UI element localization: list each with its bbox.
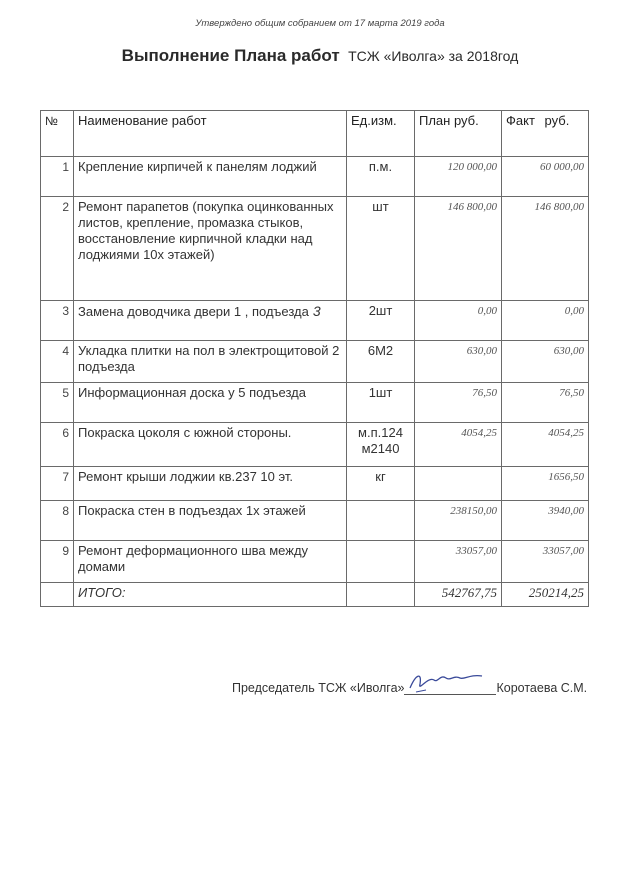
- approval-note: Утверждено общим собранием от 17 марта 2019 года: [195, 18, 445, 29]
- row-name: Ремонт деформационного шва между домами: [74, 541, 347, 583]
- row-num: 7: [41, 467, 74, 501]
- row-name: Укладка плитки на пол в электрощитовой 2 подъезда: [74, 341, 347, 383]
- row-name: Ремонт крыши лоджии кв.237 10 эт.: [74, 467, 347, 501]
- signature-line: [404, 680, 496, 695]
- column-header-unit: Ед.изм.: [347, 111, 415, 157]
- row-unit: шт: [347, 197, 415, 301]
- signature-prefix: Председатель ТСЖ «Иволга»: [232, 681, 405, 695]
- column-header-plan: План руб.: [415, 111, 502, 157]
- signer-name: Коротаева С.М.: [496, 681, 588, 695]
- row-plan: 4054,25: [415, 423, 502, 467]
- row-fact: 33057,00: [502, 541, 589, 583]
- row-num: 3: [41, 301, 74, 341]
- table-row: [41, 197, 589, 301]
- total-row: [41, 583, 589, 607]
- row-plan: 146 800,00: [415, 197, 502, 301]
- row-name: Покраска цоколя с южной стороны.: [74, 423, 347, 467]
- table-header-row: [41, 111, 589, 157]
- row-name: Информационная доска у 5 подъезда: [74, 383, 347, 423]
- row-unit: 2шт: [347, 301, 415, 341]
- row-fact: 630,00: [502, 341, 589, 383]
- row-unit: кг: [347, 467, 415, 501]
- row-plan: 238150,00: [415, 501, 502, 541]
- table-row: [41, 501, 589, 541]
- row-num: 1: [41, 157, 74, 197]
- row-unit: [347, 501, 415, 541]
- works-table: [40, 110, 589, 607]
- row-fact: 4054,25: [502, 423, 589, 467]
- row-num: 5: [41, 383, 74, 423]
- row-name: Ремонт парапетов (покупка оцинкованных листов, крепление, промазка стыков, восстановление кирпичной кладки над лоджиями 10х этажей): [74, 197, 347, 301]
- table-row: [41, 383, 589, 423]
- row-fact: 76,50: [502, 383, 589, 423]
- row-unit: м.п.124 м2140: [347, 423, 415, 467]
- handwritten-signature-icon: [406, 666, 486, 696]
- row-plan: [415, 467, 502, 501]
- row-plan: 76,50: [415, 383, 502, 423]
- column-header-fact: Факт руб.: [502, 111, 589, 157]
- table-row: [41, 541, 589, 583]
- row-fact: 1656,50: [502, 467, 589, 501]
- row-num: 9: [41, 541, 74, 583]
- row-unit: 1шт: [347, 383, 415, 423]
- total-fact: 250214,25: [502, 583, 589, 607]
- table-row: [41, 341, 589, 383]
- row-fact: 60 000,00: [502, 157, 589, 197]
- title-main: Выполнение Плана работ: [121, 46, 340, 65]
- row-fact: 0,00: [502, 301, 589, 341]
- row-fact: 146 800,00: [502, 197, 589, 301]
- table-row: [41, 157, 589, 197]
- total-plan: 542767,75: [415, 583, 502, 607]
- row-num: 2: [41, 197, 74, 301]
- handwritten-number: 3: [312, 303, 321, 319]
- row-num: 4: [41, 341, 74, 383]
- document-title: [0, 46, 640, 66]
- total-empty-cell: [41, 583, 74, 607]
- row-plan: 630,00: [415, 341, 502, 383]
- row-name: Крепление кирпичей к панелям лоджий: [74, 157, 347, 197]
- row-name-text: Замена доводчика двери 1 , подъезда: [78, 304, 309, 319]
- row-unit: [347, 541, 415, 583]
- row-name: [74, 301, 347, 341]
- row-num: 6: [41, 423, 74, 467]
- row-plan: 0,00: [415, 301, 502, 341]
- row-unit: п.м.: [347, 157, 415, 197]
- total-label: ИТОГО:: [74, 583, 347, 607]
- table-row: [41, 301, 589, 341]
- table-row: [41, 423, 589, 467]
- row-plan: 33057,00: [415, 541, 502, 583]
- total-unit-cell: [347, 583, 415, 607]
- row-fact: 3940,00: [502, 501, 589, 541]
- row-name: Покраска стен в подъездах 1х этажей: [74, 501, 347, 541]
- signature-block: [232, 680, 587, 695]
- row-num: 8: [41, 501, 74, 541]
- row-unit: 6М2: [347, 341, 415, 383]
- table-row: [41, 467, 589, 501]
- row-plan: 120 000,00: [415, 157, 502, 197]
- column-header-num: №: [41, 111, 74, 157]
- title-sub: ТСЖ «Иволга» за 2018год: [348, 48, 519, 64]
- column-header-name: Наименование работ: [74, 111, 347, 157]
